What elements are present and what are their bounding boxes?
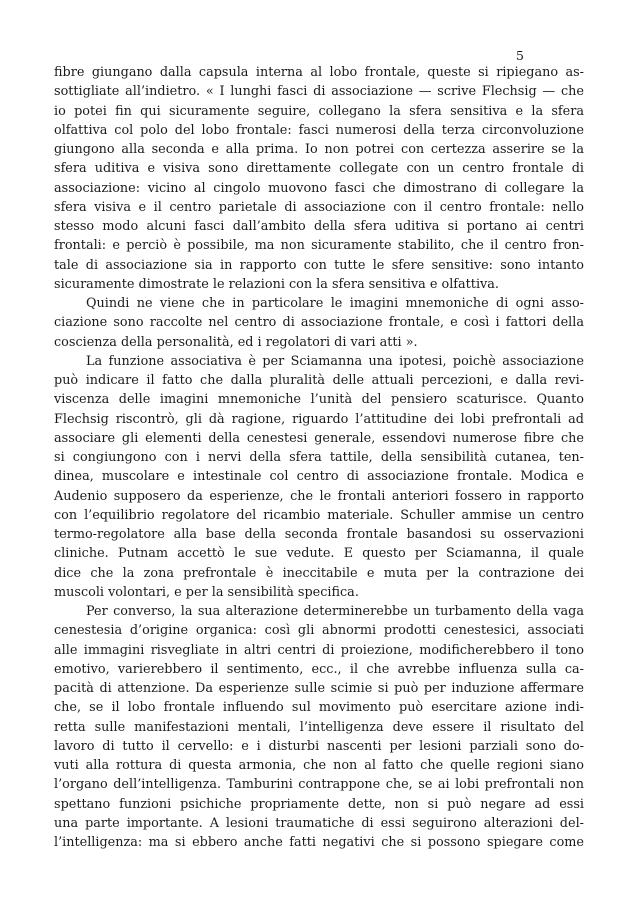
text-line: stesso modo alcuni fasci dall’ambito della sfera uditiva si portano ai centri <box>54 219 584 234</box>
text-line: muscoli volontari, e per la sensibilità specifica. <box>54 584 359 600</box>
text-line: associazione: vicino al cingolo muovono fasci che dimostrano di collegare la <box>54 180 584 196</box>
text-line: fibre giungano dalla capsula interna al lobo frontale, queste si ripiegano as- <box>54 65 584 80</box>
text-line: l’organo dell’intelligenza. Tamburini contrappone che, se ai lobi prefrontali non <box>54 777 584 793</box>
text-line: dinea, muscolare e intestinale col centro di associazione frontale. Modica e <box>54 469 584 485</box>
text-line: ciazione sono raccolte nel centro di associazione frontale, e così i fattori della <box>54 315 584 331</box>
text-line: olfattiva col polo del lobo frontale: fasci numerosi della terza circonvoluzione <box>54 122 584 138</box>
text-line: io potei fin qui sicuramente seguire, collegano la sfera sensitiva e la sfera <box>54 103 584 119</box>
text-line: spettano funzioni psichiche propriamente dette, non si può negare ad essi <box>54 796 584 812</box>
page-number: 5 <box>516 48 524 63</box>
text-line: retta sulle manifestazioni mentali, l’intelligenza deve essere il risultato del <box>54 719 584 735</box>
text-line: sfera uditiva e visiva sono direttamente collegate con un centro frontale di <box>54 161 584 177</box>
text-line: cliniche. Putnam accettò le sue vedute. E questo per Sciamanna, il quale <box>54 546 584 562</box>
text-line: termo-regolatore alla base della seconda frontale basandosi su osservazioni <box>54 527 584 542</box>
text-line: lavoro di tutto il cervello: e i disturbi nascenti per lesioni parziali sono do- <box>54 738 584 754</box>
text-line: sfera visiva e il centro parietale di associazione con il centro frontale: nello <box>54 199 584 215</box>
body-text <box>54 63 584 852</box>
text-line: giungono alla seconda e alla prima. Io non potrei con certezza asserire se la <box>54 142 584 157</box>
text-line: Quindi ne viene che in particolare le imagini mnemoniche di ogni asso- <box>86 296 584 311</box>
text-line: l’intelligenza: ma si ebbero anche fatti negativi che si possono spiegare come <box>54 835 584 850</box>
text-line: frontali: e perciò è possibile, ma non sicuramente stabilito, che il centro fron- <box>54 238 584 254</box>
paragraph <box>54 602 584 852</box>
text-line: emotivo, varierebbero il sentimento, ecc., il che avrebbe influenza sulla ca- <box>54 661 584 677</box>
text-line: alle immagini risvegliate in altri centri di proiezione, modificherebbero il tono <box>54 642 584 658</box>
text-line: si congiungono con i nervi della sfera tattile, della sensibilità cutanea, ten- <box>54 450 584 465</box>
text-line: viscenza delle imagini mnemoniche l’unità del pensiero scaturisce. Quanto <box>54 392 584 408</box>
paragraph <box>54 63 584 294</box>
text-line: Audenio supposero da esperienze, che le frontali anteriori fossero in rapporto <box>54 488 584 504</box>
text-line: La funzione associativa è per Sciamanna una ipotesi, poichè associazione <box>86 353 584 369</box>
text-line: può indicare il fatto che dalla pluralità delle attuali percezioni, e dalla revi- <box>54 373 584 388</box>
text-line: coscienza della personalità, ed i regolatori di vari atti ». <box>54 334 418 350</box>
text-line: dice che la zona prefrontale è ineccitabile e muta per la contrazione dei <box>54 565 584 581</box>
text-line: tale di associazione sia in rapporto con tutte le sfere sensitive: sono intanto <box>54 257 584 273</box>
text-line: Flechsig riscontrò, gli dà ragione, riguardo l’attitudine dei lobi prefrontali ad <box>54 411 584 427</box>
text-line: sicuramente dimostrate le relazioni con la sfera sensitiva e olfattiva. <box>54 276 499 292</box>
text-line: con l’equilibrio regolatore del ricambio materiale. Schuller ammise un centro <box>54 507 584 523</box>
text-line: pacità di attenzione. Da esperienze sulle scimie si può per induzione affermare <box>54 681 584 696</box>
text-line: sottigliate all’indietro. « I lunghi fasci di associazione — scrive Flechsig — che <box>54 84 584 100</box>
text-line: cenestesia d’origine organica: così gli abnormi prodotti cenestesici, associati <box>54 623 584 639</box>
text-line: che, se il lobo frontale influendo sul movimento può esercitare azione indi- <box>54 700 584 716</box>
text-line: una parte importante. A lesioni traumatiche di essi seguirono alterazioni del- <box>54 815 584 831</box>
paragraph <box>54 352 584 602</box>
text-line: associare gli elementi della cenestesi generale, essendovi numerose fibre che <box>54 430 584 446</box>
text-line: vuti alla rottura di questa armonia, che non al fatto che quelle regioni siano <box>54 758 584 773</box>
paragraph <box>54 294 584 352</box>
text-line: Per converso, la sua alterazione determinerebbe un turbamento della vaga <box>86 604 584 619</box>
